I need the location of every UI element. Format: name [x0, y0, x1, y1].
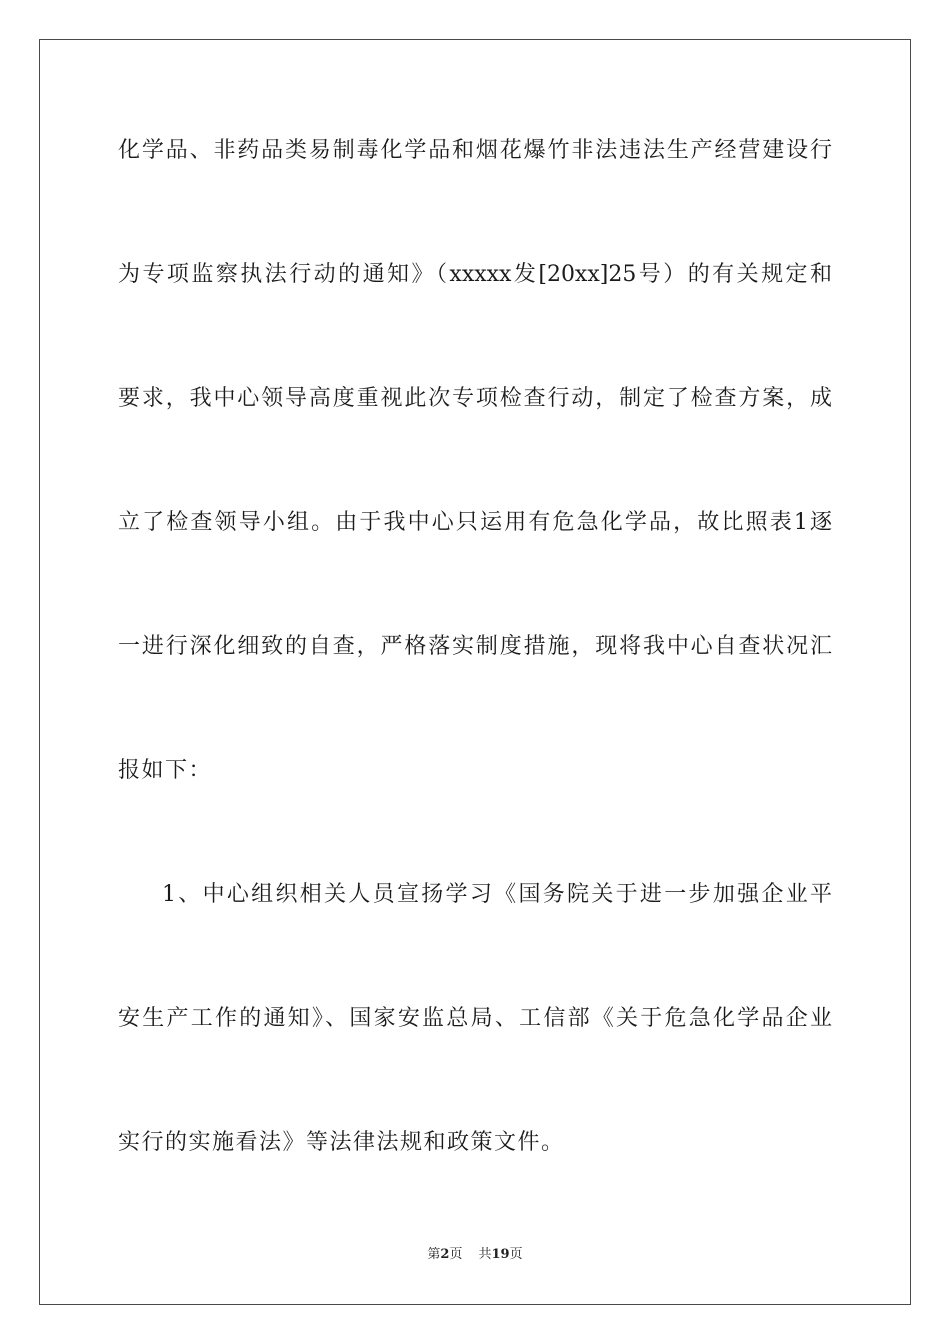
text-line-5: 一进行深化细致的自查，严格落实制度措施，现将我中心自查状况汇	[118, 634, 832, 659]
page-number: 第2页	[427, 1247, 463, 1262]
page-border	[39, 39, 911, 1305]
text-line-2: 为专项监察执法行动的通知》（xxxxx发[20xx]25号）的有关规定和	[118, 262, 832, 287]
text-line-1: 化学品、非药品类易制毒化学品和烟花爆竹非法违法生产经营建设行	[118, 138, 832, 163]
text-line-6: 报如下：	[118, 758, 213, 783]
text-line-4: 立了检查领导小组。由于我中心只运用有危急化学品，故比照表1逐	[118, 510, 832, 535]
text-line-7: 1、中心组织相关人员宣扬学习《国务院关于进一步加强企业平	[162, 882, 832, 907]
text-line-3: 要求，我中心领导高度重视此次专项检查行动，制定了检查方案，成	[118, 386, 832, 411]
text-line-8: 安生产工作的通知》、国家安监总局、工信部《关于危急化学品企业	[118, 1006, 832, 1031]
page-footer	[0, 1246, 950, 1264]
text-line-9: 实行的实施看法》等法律法规和政策文件。	[118, 1130, 565, 1155]
page-total: 共19页	[478, 1247, 523, 1262]
